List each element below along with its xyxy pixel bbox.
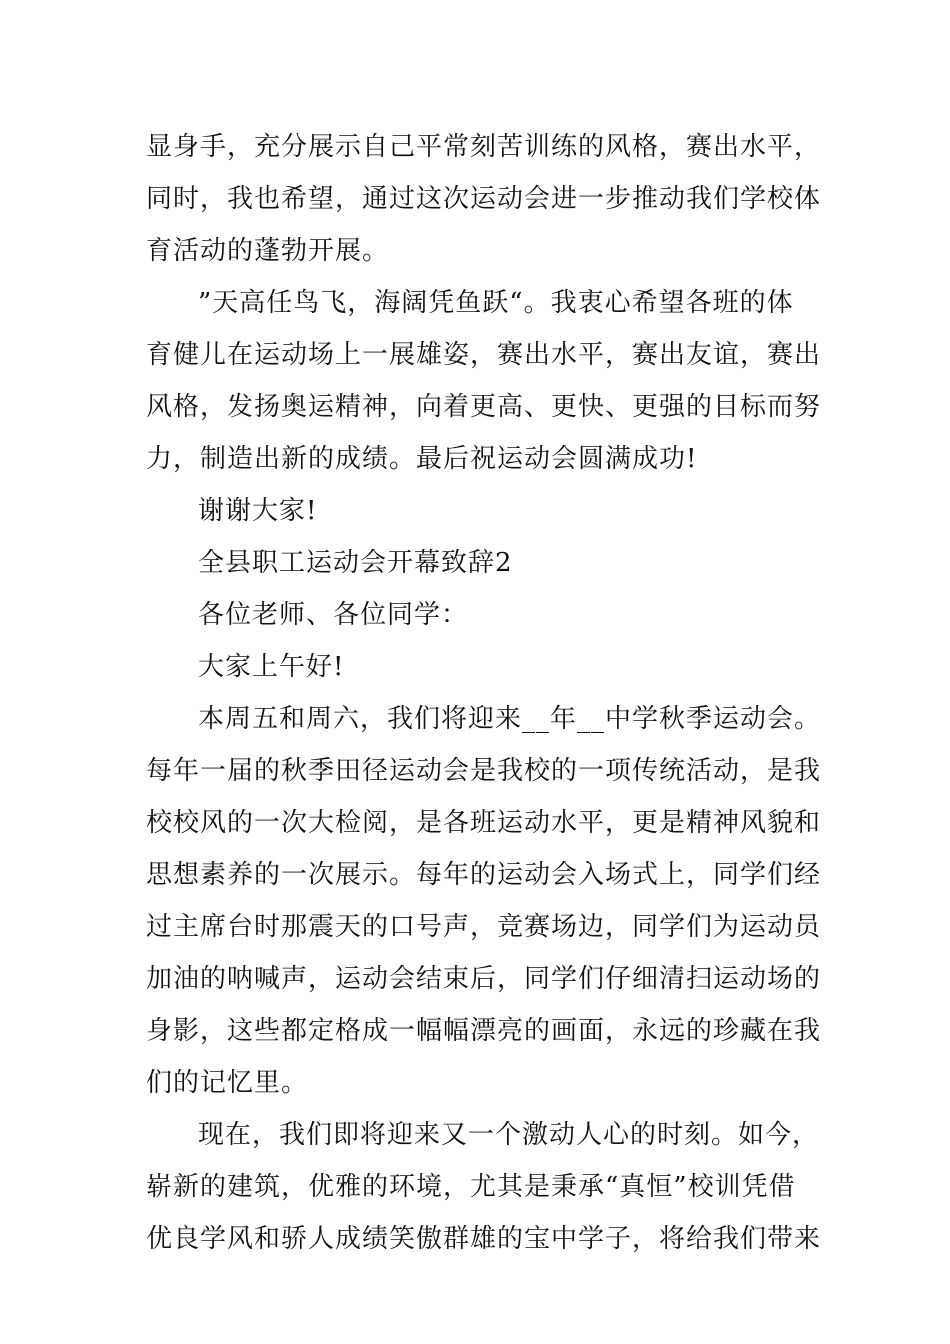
text-line: 育健儿在运动场上一展雄姿，赛出水平，赛出友谊，赛出 <box>146 340 822 370</box>
text-line: 思想素养的一次展示。每年的运动会入场式上，同学们经 <box>146 860 822 890</box>
text-line: 每年一届的秋季田径运动会是我校的一项传统活动，是我 <box>146 756 822 786</box>
section-heading <box>146 537 806 589</box>
text-line: 育活动的蓬勃开展。 <box>146 236 390 266</box>
paragraph <box>146 121 822 277</box>
text-line: 同时，我也希望，通过这次运动会进一步推动我们学校体 <box>146 184 822 214</box>
text-line: 风格，发扬奥运精神，向着更高、更快、更强的目标而努 <box>146 392 822 422</box>
text-line: 们的记忆里。 <box>146 1068 309 1098</box>
text-line: 过主席台时那震天的口号声，竞赛场边，同学们为运动员 <box>146 912 822 942</box>
text-line: 身影，这些都定格成一幅幅漂亮的画面，永远的珍藏在我 <box>146 1016 822 1046</box>
text-line: 崭新的建筑，优雅的环境，尤其是秉承“真恒”校训凭借 <box>146 1172 796 1202</box>
text-line: 显身手，充分展示自己平常刻苦训练的风格，赛出水平， <box>146 132 822 162</box>
text-line: 各位老师、各位同学： <box>198 600 469 630</box>
text-line: 现在，我们即将迎来又一个激动人心的时刻。如今， <box>198 1120 820 1150</box>
text-line: 加油的呐喊声，运动会结束后，同学们仔细清扫运动场的 <box>146 964 822 994</box>
greeting <box>146 641 806 693</box>
text-line: 全县职工运动会开幕致辞2 <box>198 548 513 578</box>
text-line: 本周五和周六，我们将迎来__年__中学秋季运动会。 <box>198 704 822 734</box>
text-line: 谢谢大家! <box>198 496 318 526</box>
text-line: 大家上午好! <box>198 652 345 682</box>
paragraph <box>146 277 822 485</box>
text-line: 力，制造出新的成绩。最后祝运动会圆满成功! <box>146 444 698 474</box>
text-line: 校校风的一次大检阅，是各班运动水平，更是精神风貌和 <box>146 808 822 838</box>
paragraph <box>146 485 806 537</box>
text-line: 优良学风和骄人成绩笑傲群雄的宝中学子，将给我们带来 <box>146 1224 822 1254</box>
paragraph <box>146 1109 822 1265</box>
salutation <box>146 589 806 641</box>
paragraph <box>146 693 822 1109</box>
text-line: ”天高任鸟飞，海阔凭鱼跃“。我衷心希望各班的体 <box>198 288 794 318</box>
document-body <box>146 121 822 1265</box>
